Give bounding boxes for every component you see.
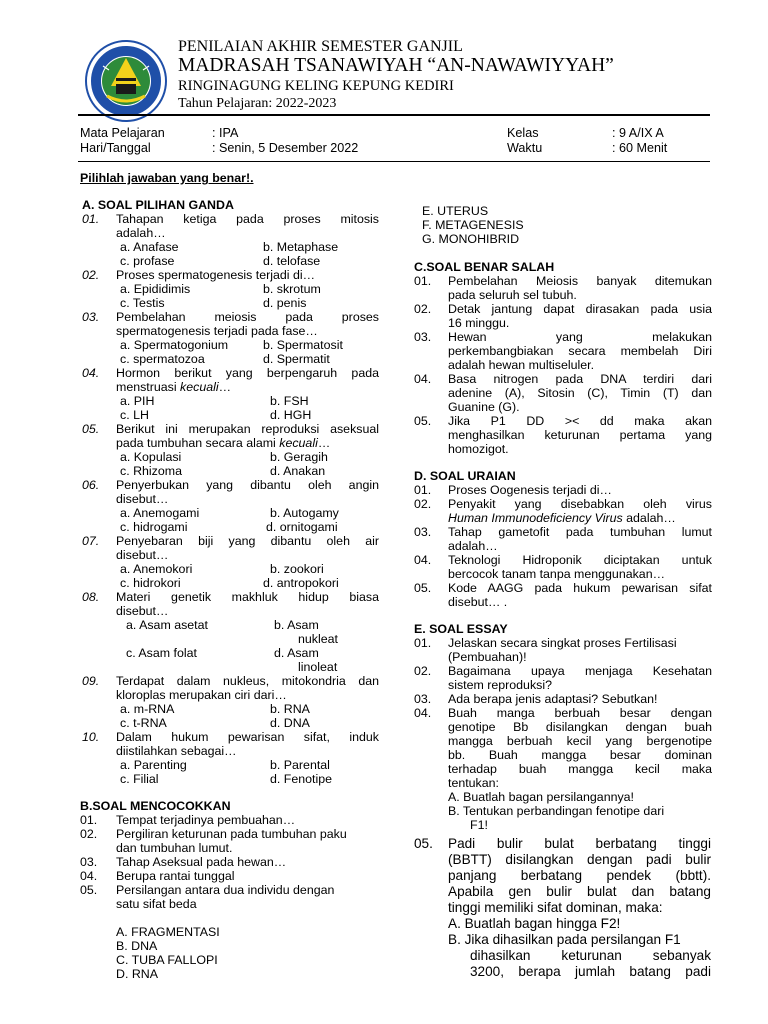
item-number: 04. [414, 553, 432, 567]
question-text: adalah… [116, 226, 166, 240]
option-a[interactable]: a. Anafase [120, 240, 179, 254]
emphasis-text: kecuali [180, 380, 219, 394]
sub-question: A. Buatlah bagan hingga F2! [448, 916, 621, 931]
question-text: Pembelahan meiosis pada proses [116, 310, 379, 324]
question-text-part: adalah… [622, 511, 676, 525]
option-b[interactable]: b. zookori [270, 562, 324, 576]
question-text: Tahapan ketiga pada proses mitosis [116, 212, 379, 226]
question-text: Penyakit yang disebabkan oleh virus [448, 497, 712, 511]
question-number: 01. [82, 212, 100, 226]
section-title-short-answer: D. SOAL URAIAN [414, 469, 516, 483]
statement-text: pada seluruh sel tubuh. [448, 288, 577, 302]
option-d-cont: linoleat [298, 660, 338, 674]
option-b[interactable]: b. Metaphase [263, 240, 339, 254]
option-a[interactable]: a. Parenting [120, 758, 187, 772]
question-text: disebut… [116, 492, 169, 506]
question-text [116, 380, 231, 394]
question-text [448, 511, 676, 525]
option-b[interactable]: b. Spermatosit [263, 338, 343, 352]
option-c[interactable]: c. hidrogami [120, 520, 188, 534]
option-b[interactable]: b. Asam [274, 618, 319, 632]
item-number: 03. [414, 525, 432, 539]
question-text [116, 436, 330, 450]
question-number: 03. [82, 310, 100, 324]
question-number: 09. [82, 674, 100, 688]
item-number: 04. [80, 869, 98, 883]
emphasis-text: Human Immunodeficiency Virus [448, 511, 623, 525]
statement-text: adenine (A), Sitosin (C), Timin (T) dan [448, 386, 712, 400]
question-text: disebut… . [448, 595, 508, 609]
class-value: : 9 A/IX A [612, 126, 664, 140]
question-number: 08. [82, 590, 100, 604]
question-text: tinggi memiliki sifat dominan, maka: [448, 900, 663, 915]
section-title-essay: E. SOAL ESSAY [414, 622, 508, 636]
option-d[interactable]: d. Asam [274, 646, 319, 660]
date-value: : Senin, 5 Desember 2022 [212, 141, 359, 155]
item-number: 05. [414, 836, 433, 851]
statement-text: Detak jantung dapat dirasakan pada usia [448, 302, 712, 316]
question-text: tentukan: [448, 776, 499, 790]
option-a[interactable]: a. Kopulasi [120, 450, 182, 464]
question-number: 10. [82, 730, 100, 744]
option-c[interactable]: c. t-RNA [120, 716, 167, 730]
question-text: Ada berapa jenis adaptasi? Sebutkan! [448, 692, 658, 706]
question-text-part: … [218, 380, 232, 394]
matching-item: Pergiliran keturunan pada tumbuhan paku [116, 827, 347, 841]
question-text: Terdapat dalam nukleus, mitokondria dan [116, 674, 379, 688]
matching-item: satu sifat beda [116, 897, 197, 911]
header-divider [78, 114, 710, 116]
item-number: 03. [414, 330, 432, 344]
question-text: adalah… [448, 539, 498, 553]
statement-text: perkembangbiakan secara membelah Diri [448, 344, 712, 358]
option-b[interactable]: b. FSH [270, 394, 309, 408]
question-text: kloroplas merupakan ciri dari… [116, 688, 287, 702]
option-c[interactable]: c. hidrokori [120, 576, 181, 590]
option-c[interactable]: c. spermatozoa [120, 352, 205, 366]
question-text: Apabila gen bulir bulat dan batang [448, 884, 711, 899]
matching-option: D. RNA [116, 967, 158, 981]
matching-item: dan tumbuhan lumut. [116, 841, 233, 855]
question-number: 07. [82, 534, 100, 548]
sub-question: A. Buatlah bagan persilangannya! [448, 790, 634, 804]
option-c[interactable]: c. Rhizoma [120, 464, 182, 478]
question-text: panjang berbatang pendek (bbtt). [448, 868, 711, 883]
item-number: 05. [414, 581, 432, 595]
option-a[interactable]: a. Anemokori [120, 562, 193, 576]
sub-question: F1! [470, 818, 488, 832]
matching-option: G. MONOHIBRID [422, 232, 520, 246]
option-c[interactable]: c. Filial [120, 772, 159, 786]
statement-text: Basa nitrogen pada DNA terdiri dari [448, 372, 712, 386]
item-number: 01. [414, 274, 432, 288]
item-number: 02. [80, 827, 98, 841]
option-c[interactable]: c. Asam folat [126, 646, 197, 660]
statement-text: Pembelahan Meiosis banyak ditemukan [448, 274, 712, 288]
option-d[interactable]: d. Spermatit [263, 352, 330, 366]
option-b[interactable]: b. RNA [270, 702, 310, 716]
question-text: Hormon berikut yang berpengaruh pada [116, 366, 379, 380]
academic-year: Tahun Pelajaran: 2022-2023 [178, 96, 337, 111]
option-a[interactable]: a. Spermatogonium [120, 338, 229, 352]
option-b[interactable]: b. Parental [270, 758, 330, 772]
matching-option: A. FRAGMENTASI [116, 925, 220, 939]
item-number: 02. [414, 302, 432, 316]
time-label: Waktu [507, 141, 543, 155]
subject-label: Mata Pelajaran [80, 126, 165, 140]
question-text: spermatogenesis terjadi pada fase… [116, 324, 318, 338]
question-text: sistem reproduksi? [448, 678, 552, 692]
option-b[interactable]: b. skrotum [263, 282, 321, 296]
matching-item: Tahap Aseksual pada hewan… [116, 855, 287, 869]
sub-question: dihasilkan keturunan sebanyak [470, 948, 711, 963]
question-text: mangga berbuah kecil yang bergenotipe [448, 734, 712, 748]
option-c[interactable]: c. profase [120, 254, 175, 268]
option-d[interactable]: d. Fenotipe [270, 772, 332, 786]
statement-text: Jika P1 DD >< dd maka akan [448, 414, 712, 428]
date-label: Hari/Tanggal [80, 141, 151, 155]
option-c[interactable]: c. LH [120, 408, 149, 422]
statement-text: Guanine (G). [448, 400, 520, 414]
item-number: 02. [414, 497, 432, 511]
question-number: 02. [82, 268, 100, 282]
option-d[interactable]: d. antropokori [263, 576, 339, 590]
question-number: 04. [82, 366, 100, 380]
question-text: diistilahkan sebagai… [116, 744, 237, 758]
matching-item: Berupa rantai tunggal [116, 869, 235, 883]
statement-text: homozigot. [448, 442, 509, 456]
statement-text: menghasilkan keturunan pertama yang [448, 428, 712, 442]
subject-value: : IPA [212, 126, 239, 140]
question-text: Materi genetik makhluk hidup biasa [116, 590, 379, 604]
option-b-cont: nukleat [298, 632, 338, 646]
question-text: Teknologi Hidroponik diciptakan untuk [448, 553, 712, 567]
sub-question: 3200, berapa jumlah batang padi [470, 964, 711, 979]
question-text: (BBTT) disilangkan dengan padi bulir [448, 852, 711, 867]
question-text: bercocok tanam tanpa menggunakan… [448, 567, 665, 581]
option-d[interactable]: d. ornitogami [266, 520, 338, 534]
option-a[interactable]: a. Asam asetat [126, 618, 208, 632]
option-a[interactable]: a. PIH [120, 394, 155, 408]
question-text: Penyebaran biji yang dibantu oleh air [116, 534, 379, 548]
option-d[interactable]: d. Anakan [270, 464, 326, 478]
item-number: 01. [80, 813, 98, 827]
section-title-matching: B.SOAL MENCOCOKKAN [80, 799, 231, 813]
item-number: 03. [414, 692, 432, 706]
question-number: 05. [82, 422, 100, 436]
question-text-part: menstruasi [116, 380, 181, 394]
matching-item: Tempat terjadinya pembuahan… [116, 813, 296, 827]
option-d[interactable]: d. DNA [270, 716, 310, 730]
exam-title: PENILAIAN AKHIR SEMESTER GANJIL [178, 38, 463, 55]
question-text: Tahap gametofit pada tumbuhan lumut [448, 525, 712, 539]
instruction: Pilihlah jawaban yang benar!. [80, 171, 254, 185]
matching-option: E. UTERUS [422, 204, 489, 218]
class-label: Kelas [507, 126, 539, 140]
question-text: Kode AAGG pada hukum pewarisan sifat [448, 581, 712, 595]
matching-option: C. TUBA FALLOPI [116, 953, 218, 967]
question-text: terhadap buah mangga kecil maka [448, 762, 712, 776]
option-c[interactable]: c. Testis [120, 296, 165, 310]
school-address: RINGINAGUNG KELING KEPUNG KEDIRI [178, 78, 454, 94]
matching-option: B. DNA [116, 939, 158, 953]
matching-option: F. METAGENESIS [422, 218, 524, 232]
item-number: 01. [414, 483, 432, 497]
option-d[interactable]: d. HGH [270, 408, 312, 422]
item-number: 05. [80, 883, 98, 897]
question-text-part: pada tumbuhan secara alami [116, 436, 280, 450]
section-title-pg: A. SOAL PILIHAN GANDA [82, 198, 234, 212]
question-number: 06. [82, 478, 100, 492]
item-number: 04. [414, 372, 432, 386]
question-text: disebut… [116, 604, 169, 618]
question-text: Dalam hukum pewarisan sifat, induk [116, 730, 379, 744]
option-d[interactable]: d. penis [263, 296, 307, 310]
question-text: Padi bulir bulat berbatang tinggi [448, 836, 711, 851]
option-a[interactable]: a. m-RNA [120, 702, 175, 716]
question-text-part: … [317, 436, 331, 450]
question-text: bb. Buah mangga besar dominan [448, 748, 712, 762]
statement-text: 16 minggu. [448, 316, 510, 330]
option-d[interactable]: d. telofase [263, 254, 321, 268]
option-b[interactable]: b. Autogamy [270, 506, 339, 520]
question-text: Buah manga berbuah besar dengan [448, 706, 712, 720]
item-number: 01. [414, 636, 432, 650]
question-text: disebut… [116, 548, 169, 562]
emphasis-text: kecuali [279, 436, 318, 450]
school-name: MADRASAH TSANAWIYAH “AN-NAWAWIYYAH” [178, 55, 614, 76]
option-a[interactable]: a. Anemogami [120, 506, 200, 520]
question-text: Proses spermatogenesis terjadi di… [116, 268, 316, 282]
matching-item: Persilangan antara dua individu dengan [116, 883, 335, 897]
option-a[interactable]: a. Epididimis [120, 282, 191, 296]
time-value: : 60 Menit [612, 141, 668, 155]
school-logo [85, 40, 167, 122]
item-number: 02. [414, 664, 432, 678]
question-text: Proses Oogenesis terjadi di… [448, 483, 612, 497]
sub-question: B. Jika dihasilkan pada persilangan F1 [448, 932, 681, 947]
statement-text: Hewan yang melakukan [448, 330, 712, 344]
item-number: 03. [80, 855, 98, 869]
statement-text: adalah hewan multiseluler. [448, 358, 595, 372]
option-b[interactable]: b. Geragih [270, 450, 328, 464]
question-text: Berikut ini merupakan reproduksi aseksual [116, 422, 379, 436]
question-text: Jelaskan secara singkat proses Fertilisasi [448, 636, 677, 650]
info-divider [78, 161, 710, 162]
item-number: 05. [414, 414, 432, 428]
sub-question: B. Tentukan perbandingan fenotipe dari [448, 804, 665, 818]
section-title-true-false: C.SOAL BENAR SALAH [414, 260, 555, 274]
question-text: Bagaimana upaya menjaga Kesehatan [448, 664, 712, 678]
question-text: genotipe Bb disilangkan dengan buah [448, 720, 712, 734]
question-text: (Pembuahan)! [448, 650, 527, 664]
item-number: 04. [414, 706, 432, 720]
question-text: Penyerbukan yang dibantu oleh angin [116, 478, 379, 492]
